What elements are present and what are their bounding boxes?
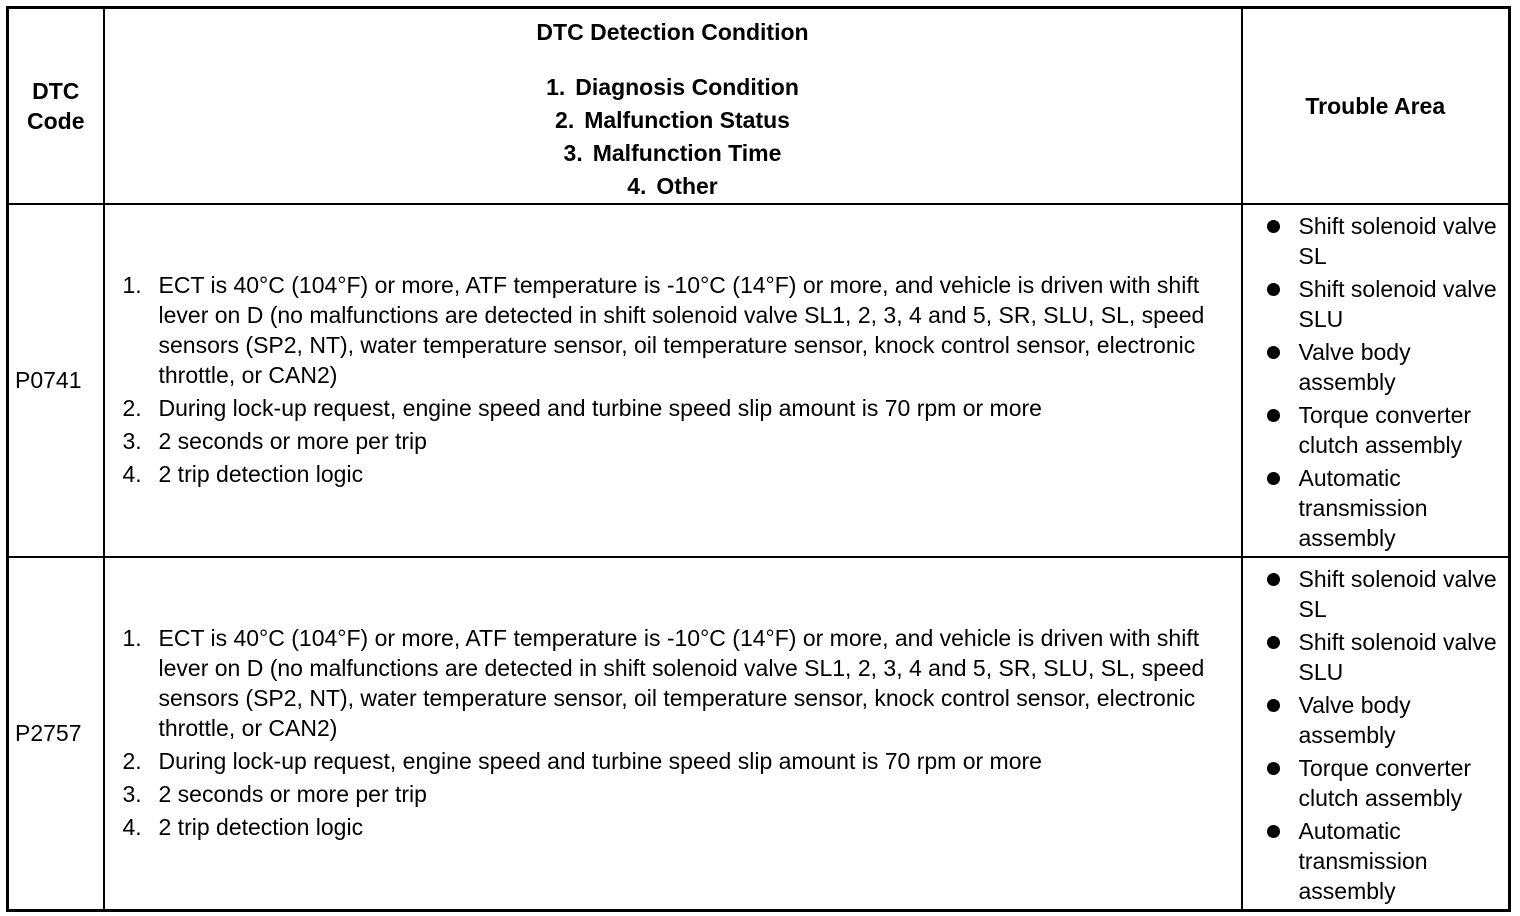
trouble-area-item: Valve body assembly xyxy=(1263,337,1501,397)
bullet-icon xyxy=(1267,573,1280,586)
condition-item: 1. ECT is 40°C (104°F) or more, ATF temperature is -10°C (14°F) or more, and vehicle is driven with shift lever on D (no malfunctions are detected in shift solenoid valve SL1, 2, 3, 4 and 5, SR, SLU, SL, speed sensors (SP2, NT), water temperature sensor, oil temperature sensor, knock control sensor, electronic throttle, or CAN2) xyxy=(122,271,1205,388)
dtc-code-cell: P0741 xyxy=(8,204,104,557)
detection-condition-cell xyxy=(104,204,1242,557)
bullet-icon xyxy=(1267,762,1280,775)
condition-item: 1. ECT is 40°C (104°F) or more, ATF temperature is -10°C (14°F) or more, and vehicle is driven with shift lever on D (no malfunctions are detected in shift solenoid valve SL1, 2, 3, 4 and 5, SR, SLU, SL, speed sensors (SP2, NT), water temperature sensor, oil temperature sensor, knock control sensor, electronic throttle, or CAN2) xyxy=(122,624,1205,741)
bullet-icon xyxy=(1267,409,1280,422)
condition-item: 4. 2 trip detection logic xyxy=(122,813,364,840)
header-condition-title: DTC Detection Condition xyxy=(536,19,809,45)
table-row xyxy=(8,557,1510,911)
header-condition-item: 1. Diagnosis Condition xyxy=(546,74,799,100)
header-row xyxy=(8,8,1510,205)
header-code-line2: Code xyxy=(27,108,85,134)
dtc-table xyxy=(6,6,1511,912)
trouble-area-item: Shift solenoid valve SLU xyxy=(1263,627,1501,687)
detection-condition-cell xyxy=(104,557,1242,911)
header-trouble-area: Trouble Area xyxy=(1242,8,1510,205)
trouble-area-item: Shift solenoid valve SL xyxy=(1263,211,1501,271)
bullet-icon xyxy=(1267,283,1280,296)
header-condition-item: 3. Malfunction Time xyxy=(563,140,782,166)
header-dtc-code xyxy=(8,8,104,205)
trouble-area-cell xyxy=(1242,557,1510,911)
condition-item: 4. 2 trip detection logic xyxy=(122,460,364,487)
condition-item: 3. 2 seconds or more per trip xyxy=(122,427,427,454)
header-condition-item: 2. Malfunction Status xyxy=(555,107,790,133)
bullet-icon xyxy=(1267,472,1280,485)
bullet-icon xyxy=(1267,825,1280,838)
bullet-icon xyxy=(1267,636,1280,649)
trouble-area-item: Shift solenoid valve SL xyxy=(1263,564,1501,624)
trouble-area-item: Torque converter clutch assembly xyxy=(1263,400,1501,460)
bullet-icon xyxy=(1267,699,1280,712)
condition-item: 2. During lock-up request, engine speed and turbine speed slip amount is 70 rpm or more xyxy=(122,394,1042,421)
header-code-line1: DTC xyxy=(32,78,80,104)
table-row xyxy=(8,204,1510,557)
trouble-area-item: Automatic transmission assembly xyxy=(1263,463,1501,553)
trouble-area-item: Valve body assembly xyxy=(1263,690,1501,750)
trouble-area-item: Automatic transmission assembly xyxy=(1263,816,1501,906)
trouble-area-item: Torque converter clutch assembly xyxy=(1263,753,1501,813)
condition-item: 2. During lock-up request, engine speed and turbine speed slip amount is 70 rpm or more xyxy=(122,747,1042,774)
condition-item: 3. 2 seconds or more per trip xyxy=(122,780,427,807)
bullet-icon xyxy=(1267,220,1280,233)
trouble-area-item: Shift solenoid valve SLU xyxy=(1263,274,1501,334)
dtc-code-cell: P2757 xyxy=(8,557,104,911)
trouble-area-cell xyxy=(1242,204,1510,557)
header-condition-item: 4. Other xyxy=(627,173,718,199)
header-detection-condition xyxy=(104,8,1242,205)
bullet-icon xyxy=(1267,346,1280,359)
